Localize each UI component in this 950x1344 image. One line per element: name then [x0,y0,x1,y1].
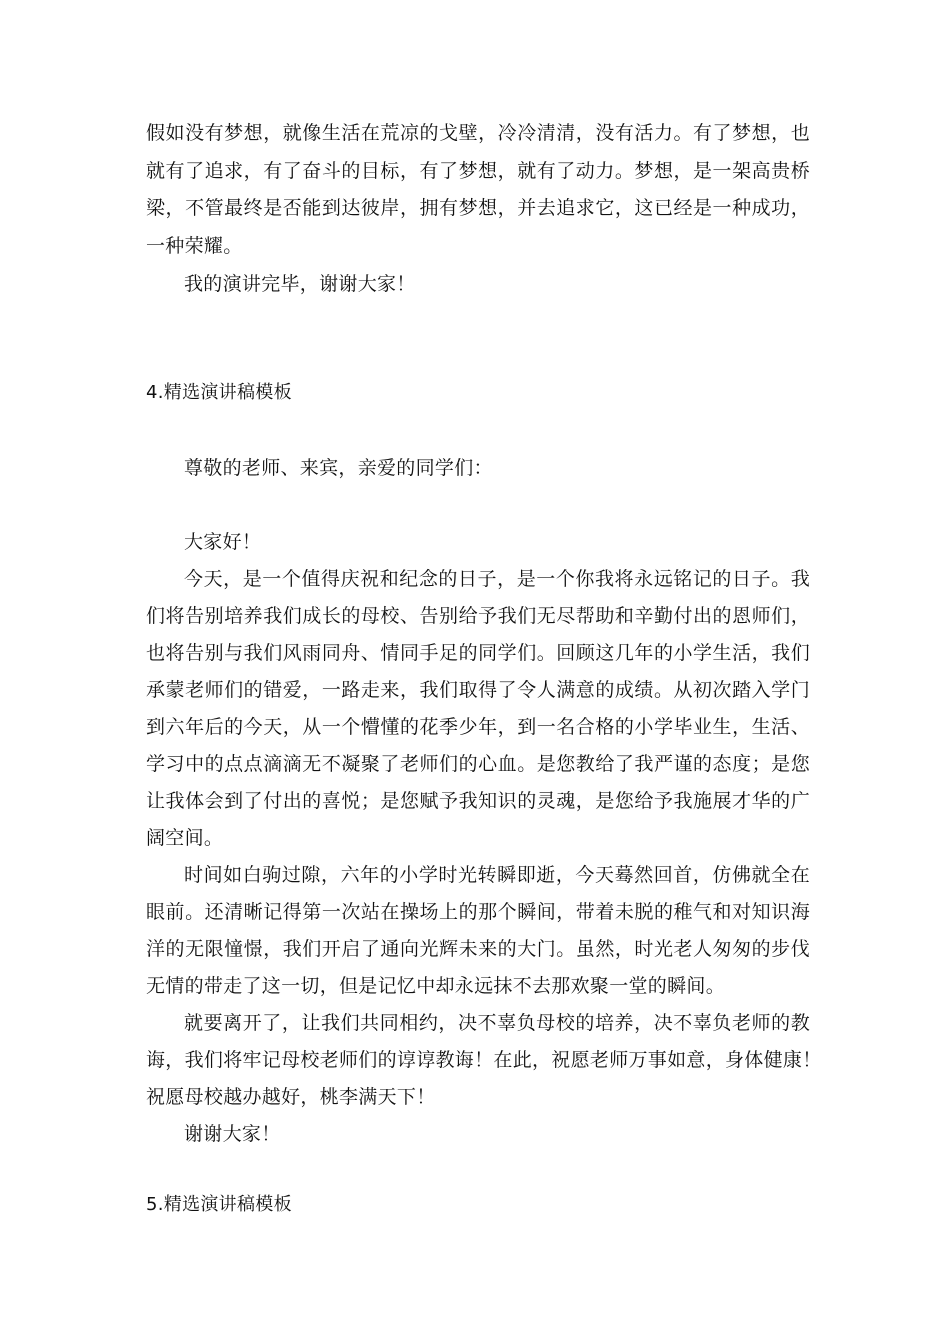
paragraph-line: 祝愿母校越办越好，桃李满天下！ [146,1086,436,1108]
closing-line: 谢谢大家！ [184,1123,281,1145]
paragraph-line: 就有了追求，有了奋斗的目标，有了梦想，就有了动力。梦想，是一架高贵桥 [146,160,810,182]
paragraph-line: 无情的带走了这一切，但是记忆中却永远抹不去那欢聚一堂的瞬间。 [146,975,726,997]
greeting-line: 大家好！ [184,531,262,553]
paragraph-line: 假如没有梦想，就像生活在荒凉的戈壁，冷冷清清，没有活力。有了梦想，也 [146,122,810,144]
paragraph-line: 到六年后的今天，从一个懵懂的花季少年，到一名合格的小学毕业生，生活、 [146,716,810,738]
paragraph-line: 梁，不管最终是否能到达彼岸，拥有梦想，并去追求它，这已经是一种成功， [146,197,810,219]
paragraph-line: 眼前。还清晰记得第一次站在操场上的那个瞬间，带着未脱的稚气和对知识海 [146,901,810,923]
paragraph-line: 学习中的点点滴滴无不凝聚了老师们的心血。是您教给了我严谨的态度；是您 [146,753,810,775]
paragraph-line: 让我体会到了付出的喜悦；是您赋予我知识的灵魂，是您给予我施展才华的广 [146,790,810,812]
paragraph-line: 就要离开了，让我们共同相约，决不辜负母校的培养，决不辜负老师的教 [184,1012,810,1034]
section-heading: 5.精选演讲稿模板 [146,1194,292,1215]
section-heading: 4.精选演讲稿模板 [146,382,292,403]
paragraph-line: 洋的无限憧憬，我们开启了通向光辉未来的大门。虽然，时光老人匆匆的步伐 [146,938,810,960]
paragraph-line: 也将告别与我们风雨同舟、情同手足的同学们。回顾这几年的小学生活，我们 [146,642,810,664]
closing-line: 我的演讲完毕，谢谢大家！ [184,273,416,295]
paragraph-line: 时间如白驹过隙，六年的小学时光转瞬即逝，今天蓦然回首，仿佛就全在 [184,864,810,886]
paragraph-line: 今天，是一个值得庆祝和纪念的日子，是一个你我将永远铭记的日子。我 [184,568,810,590]
salutation-line: 尊敬的老师、来宾，亲爱的同学们： [184,457,493,479]
paragraph-line: 一种荣耀。 [146,235,243,257]
paragraph-line: 诲，我们将牢记母校老师们的谆谆教诲！在此，祝愿老师万事如意，身体健康！ [146,1049,822,1071]
paragraph-line: 承蒙老师们的错爱，一路走来，我们取得了令人满意的成绩。从初次踏入学门 [146,679,810,701]
paragraph-line: 阔空间。 [146,827,224,849]
paragraph-line: 们将告别培养我们成长的母校、告别给予我们无尽帮助和辛勤付出的恩师们， [146,605,810,627]
